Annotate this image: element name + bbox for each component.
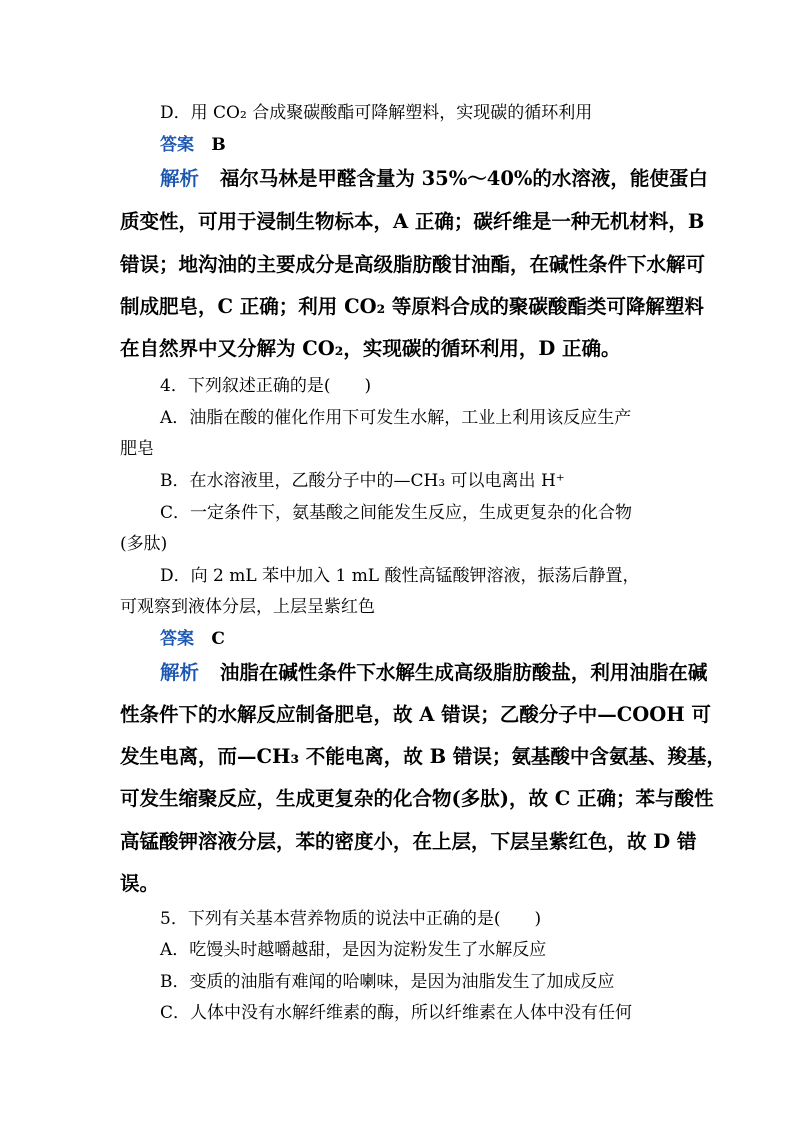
explanation-line [160,163,708,191]
option-d-line: 可观察到液体分层，上层呈紫红色 [120,597,375,617]
answer-label-text: 答案 [160,629,194,649]
option-a-line: A．油脂在酸的催化作用下可发生水解，工业上利用该反应生产 [160,408,632,428]
explanation-line: 在自然界中又分解为 CO₂，实现碳的循环利用，D 正确。 [120,337,621,360]
option-a-line: A．吃馒头时越嚼越甜，是因为淀粉发生了水解反应 [160,940,547,960]
answer-label-text: 答案 [160,135,194,155]
option-d-line: D．用 CO₂ 合成聚碳酸酯可降解塑料，实现碳的循环利用 [160,103,593,123]
explanation-line: 质变性，可用于浸制生物标本，A 正确；碳纤维是一种无机材料，B [120,210,705,233]
option-a-line: 肥皂 [120,439,154,459]
explanation-text: 福尔马林是甲醛含量为 35%～40%的水溶液，能使蛋白 [219,167,708,190]
explanation-line [160,657,707,685]
answer-label [160,624,225,649]
explanation-line: 高锰酸钾溶液分层，苯的密度小，在上层，下层呈紫红色，故 D 错 [120,830,697,853]
explanation-label: 解析 [160,661,200,684]
answer-label [160,130,226,155]
question-stem: 5．下列有关基本营养物质的说法中正确的是( ) [160,909,542,929]
option-d-line: D．向 2 mL 苯中加入 1 mL 酸性高锰酸钾溶液，振荡后静置， [160,566,640,586]
explanation-line: 误。 [120,872,160,895]
option-c-line: (多肽) [120,534,168,554]
explanation-line: 性条件下的水解反应制备肥皂，故 A 错误；乙酸分子中—COOH 可 [120,703,711,726]
question-stem: 4．下列叙述正确的是( ) [160,376,372,396]
answer-value: B [211,135,226,155]
option-c-line: C．一定条件下，氨基酸之间能发生反应，生成更复杂的化合物 [160,503,633,523]
explanation-line: 可发生缩聚反应，生成更复杂的化合物(多肽)，故 C 正确；苯与酸性 [120,787,714,810]
option-b-line: B．变质的油脂有难闻的哈喇味，是因为油脂发生了加成反应 [160,972,615,992]
explanation-text: 油脂在碱性条件下水解生成高级脂肪酸盐，利用油脂在碱 [219,661,708,684]
explanation-label: 解析 [160,167,200,190]
answer-value: C [211,629,225,649]
explanation-line: 错误；地沟油的主要成分是高级脂肪酸甘油酯，在碱性条件下水解可 [120,253,706,276]
option-c-line: C．人体中没有水解纤维素的酶，所以纤维素在人体中没有任何 [160,1003,633,1023]
explanation-line: 发生电离，而—CH₃ 不能电离，故 B 错误；氨基酸中含氨基、羧基， [120,745,726,768]
explanation-line: 制成肥皂，C 正确；利用 CO₂ 等原料合成的聚碳酸酯类可降解塑料 [120,295,704,318]
option-b-line: B．在水溶液里，乙酸分子中的—CH₃ 可以电离出 H⁺ [160,471,565,491]
